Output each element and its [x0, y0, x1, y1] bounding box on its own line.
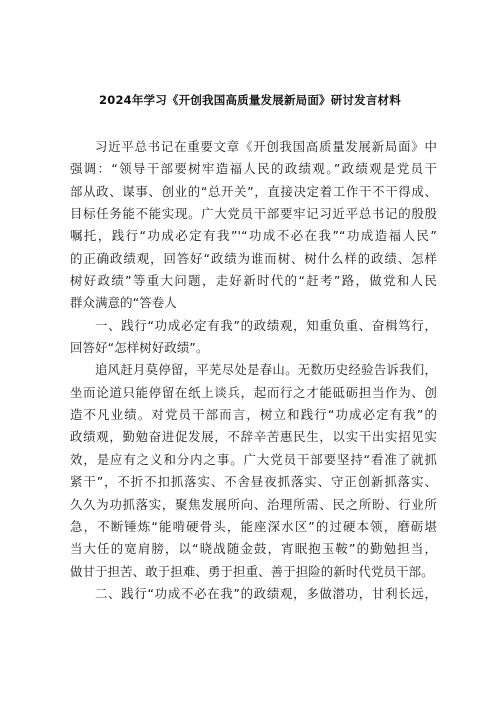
text-line: 当大任的宽肩膀，以“晓战随金鼓，宵眠抱玉鞍”的勤勉担当，	[70, 541, 437, 557]
text-line: 的正确政绩观，回答好“政绩为谁而树、树什么样的政绩、怎样	[70, 250, 437, 266]
paragraph-1	[70, 136, 437, 315]
paragraph-3	[70, 359, 437, 582]
text-line: 紧干”，不折不扣抓落实、不舍昼夜抓落实、守正创新抓落实、	[70, 474, 437, 490]
text-line: 坐而论道只能停留在纸上谈兵，起而行之才能砥砺担当作为、创	[70, 384, 437, 400]
text-line: 急，不断锤炼“能啃硬骨头，能座深水区”的过硬本领，磨砺堪	[70, 518, 437, 534]
text-line: 做甘于担苦、敢于担难、勇于担重、善于担险的新时代党员干部。	[70, 563, 434, 579]
text-line: 效，是应有之义和分内之事。广大党员干部要坚持“看准了就抓	[70, 451, 437, 467]
text-line: 部从政、谋事、创业的“总开关”，直接决定着工作干不干得成、	[70, 183, 437, 199]
text-line: 强调：“领导干部要树牢造福人民的政绩观。”政绩观是党员干	[70, 161, 437, 177]
text-line: 树好政绩”等重大问题，走好新时代的“赶考”路，做党和人民	[70, 273, 437, 289]
text-line: 造不凡业绩。对党员干部而言，树立和践行“功成必定有我”的	[70, 407, 437, 423]
text-line: 回答好“怎样树好政绩”。	[70, 340, 209, 356]
text-line: 群众满意的“答卷人	[70, 295, 177, 311]
document-body	[70, 136, 437, 605]
text-line: 追风赶月莫停留，平芜尽处是春山。无数历史经验告诉我们，	[95, 362, 437, 378]
paragraph-heading-1	[70, 315, 437, 360]
paragraph-heading-2	[70, 583, 437, 605]
text-line: 目标任务能不能实现。广大党员干部要牢记习近平总书记的殷殷	[70, 206, 437, 222]
text-line: 一、践行“功成必定有我”的政绩观，知重负重、奋楫笃行，	[95, 317, 437, 333]
text-line: 久久为功抓落实，聚焦发展所向、治理所需、民之所盼、行业所	[70, 496, 437, 512]
text-line: 嘱托，践行“功成必定有我”'“功成不必在我”“功成造福人民”	[70, 228, 437, 244]
text-line: 习近平总书记在重要文章《开创我国高质量发展新局面》中	[95, 139, 437, 154]
text-line: 政绩观，勤勉奋进促发展，不辞辛苦惠民生，以实干出实招见实	[70, 429, 437, 445]
text-line: 二、践行“功成不必在我”的政绩观，多做潜功，甘利长远，	[95, 585, 437, 601]
document-title: 2024年学习《开创我国高质量发展新局面》研讨发言材料	[99, 93, 401, 107]
